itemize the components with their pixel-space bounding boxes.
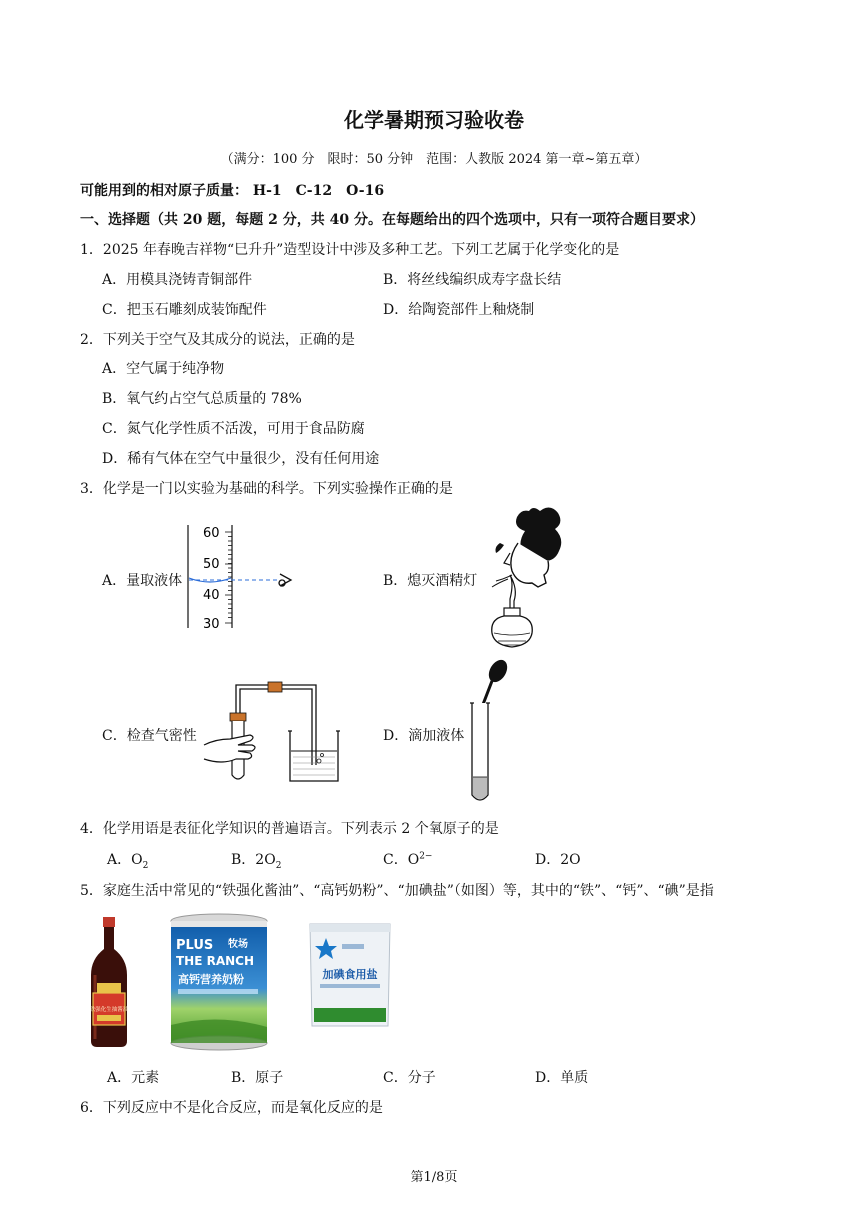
option-a-formula: O: [131, 852, 143, 868]
question-2-option-a: A．空气属于纯净物: [102, 361, 225, 377]
option-b-formula: 2O: [255, 852, 276, 868]
alcohol-lamp-figure: [470, 503, 585, 653]
question-2-stem: 2．下列关于空气及其成分的说法，正确的是: [80, 332, 355, 348]
milk-powder-can-image: [168, 913, 270, 1053]
soy-sauce-label: 铁强化生抽酱油: [89, 1007, 129, 1013]
question-4-option-a: [107, 849, 148, 871]
scale-label-30: 30: [203, 617, 220, 632]
question-1-stem: 1．2025 年春晚吉祥物“巳升升”造型设计中涉及多种工艺。下列工艺属于化学变化的是: [80, 242, 620, 258]
question-4-option-d: D．2O: [535, 852, 581, 868]
question-1-option-b: B．将丝线编织成寿字盘长结: [383, 272, 562, 288]
question-3-option-c: C．检查气密性: [102, 728, 197, 744]
milk-text-plus: PLUS: [176, 938, 214, 953]
milk-brand-text: 牧场: [228, 939, 248, 950]
dropper-test-tube-figure: [460, 655, 530, 805]
question-4-option-b: [231, 849, 281, 871]
scale-label-60: 60: [203, 526, 220, 541]
question-1-option-d: D．给陶瓷部件上釉烧制: [383, 302, 535, 318]
question-4-stem: 4．化学用语是表征化学知识的普遍语言。下列表示 2 个氧原子的是: [80, 821, 499, 837]
option-a-label: A．: [107, 852, 132, 868]
question-5-option-c: C．分子: [383, 1070, 436, 1086]
graduated-cylinder-figure: [185, 520, 300, 635]
eye-icon: [279, 574, 291, 586]
question-2-option-b: B．氧气约占空气总质量的 78%: [102, 391, 302, 407]
iodized-salt-bag-image: [306, 918, 394, 1033]
option-c-formula: O: [407, 852, 420, 868]
question-6-stem: 6．下列反应中不是化合反应，而是氧化反应的是: [80, 1100, 383, 1116]
atomic-masses: 可能用到的相对原子质量： H-1 C-12 O-16: [80, 183, 385, 199]
section-heading: 一、选择题（共 20 题，每题 2 分，共 40 分。在每题给出的四个选项中，只有一项符合题目要求）: [80, 212, 704, 228]
question-1-option-c: C．把玉石雕刻成装饰配件: [102, 302, 267, 318]
question-3-option-a: A．量取液体: [102, 573, 183, 589]
option-b-subscript: 2: [275, 860, 282, 871]
exam-meta: （满分：100 分 限时：50 分钟 范围：人教版 2024 第一章~第五章）: [220, 152, 648, 167]
question-3-stem: 3．化学是一门以实验为基础的科学。下列实验操作正确的是: [80, 481, 453, 497]
milk-chinese-label: 高钙营养奶粉: [178, 973, 244, 986]
option-c-superscript: 2−: [419, 851, 433, 862]
soy-sauce-bottle-image: [85, 915, 133, 1050]
scale-label-40: 40: [203, 588, 220, 603]
question-1-option-a: A．用模具浇铸青铜部件: [102, 272, 253, 288]
option-c-label: C．: [383, 852, 408, 868]
milk-text-ranch: THE RANCH: [176, 954, 255, 968]
question-5-option-a: A．元素: [107, 1070, 160, 1086]
question-3-option-b: B．熄灭酒精灯: [383, 573, 478, 589]
option-a-subscript: 2: [142, 860, 149, 871]
question-2-option-c: C．氮气化学性质不活泼，可用于食品防腐: [102, 421, 365, 437]
question-5-stem: 5．家庭生活中常见的“铁强化酱油”、“高钙奶粉”、“加碘盐”（如图）等，其中的“铁”、“钙”、“碘”是指: [80, 883, 714, 899]
option-b-label: B．: [231, 852, 256, 868]
question-2-option-d: D．稀有气体在空气中量很少，没有任何用途: [102, 451, 380, 467]
airtightness-check-figure: [198, 675, 348, 787]
page-title: 化学暑期预习验收卷: [344, 108, 524, 132]
question-5-option-b: B．原子: [231, 1070, 284, 1086]
question-4-option-c: [383, 849, 432, 869]
scale-label-50: 50: [203, 557, 220, 572]
question-5-option-d: D．单质: [535, 1070, 589, 1086]
page-number: 第1/8页: [410, 1170, 458, 1185]
question-3-option-d: D．滴加液体: [383, 728, 465, 744]
salt-bag-label: 加碘食用盐: [322, 968, 378, 981]
